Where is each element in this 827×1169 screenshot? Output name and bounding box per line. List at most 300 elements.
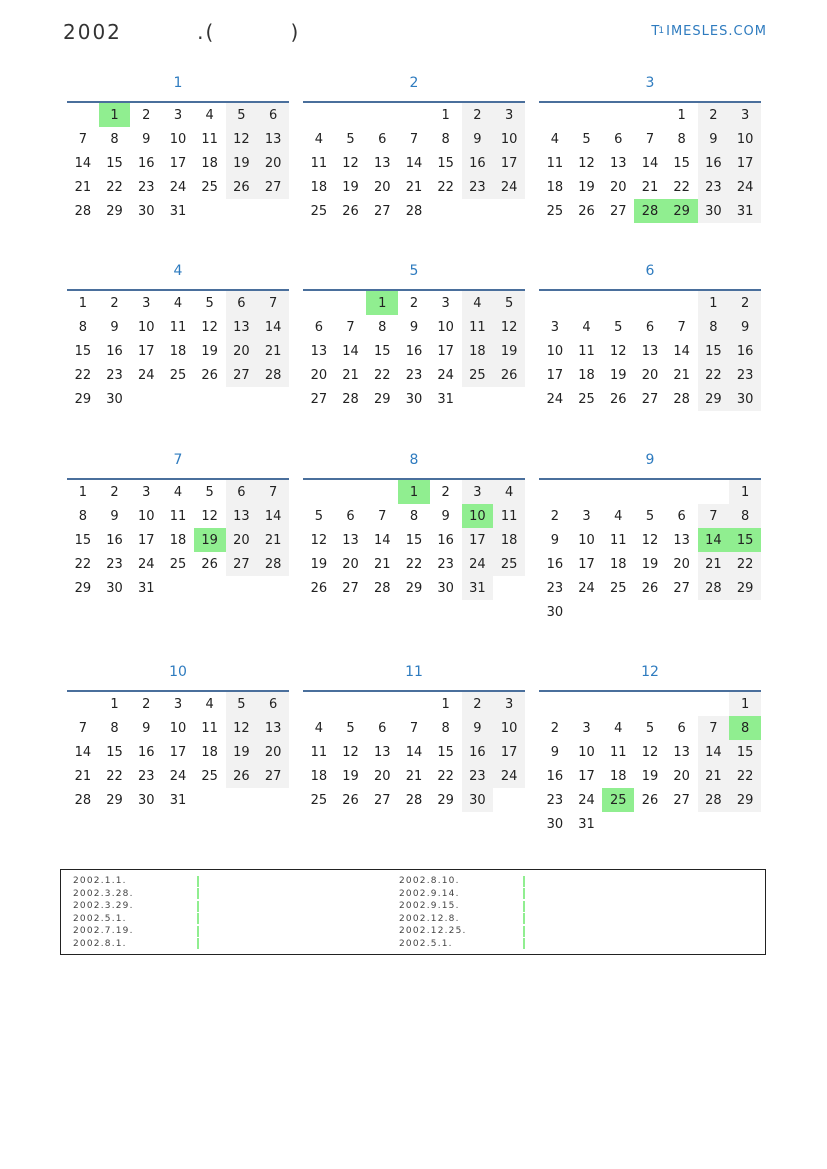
legend-date: 2002.1.1.	[73, 876, 127, 887]
day-cell: 20	[310, 367, 328, 383]
week-row	[303, 387, 525, 411]
day-cell: 27	[609, 203, 627, 219]
day-cell: 7	[78, 131, 87, 147]
empty-cell	[398, 103, 430, 127]
day-cell: 7	[257, 480, 289, 504]
empty-cell	[194, 199, 226, 223]
day-cell: 3	[729, 103, 761, 127]
week-row	[303, 552, 525, 576]
week-row	[67, 175, 289, 199]
day-cell: 14	[405, 155, 423, 171]
day-cell: 29	[74, 580, 92, 596]
empty-cell	[226, 576, 258, 600]
day-cell: 10	[729, 127, 761, 151]
day-cell: 18	[578, 367, 595, 383]
week-row	[539, 576, 761, 600]
week-row	[539, 127, 761, 151]
day-cell: 6	[378, 720, 387, 736]
week-row	[303, 199, 525, 223]
day-cell: 17	[546, 367, 564, 383]
day-cell: 23	[405, 367, 423, 383]
day-cell: 3	[493, 692, 525, 716]
month-10	[67, 657, 289, 812]
week-row	[539, 151, 761, 175]
legend-date: 2002.5.1.	[399, 938, 453, 949]
day-cell: 24	[493, 175, 525, 199]
day-cell: 20	[373, 768, 391, 784]
day-cell: 9	[142, 131, 151, 147]
legend-item	[399, 938, 525, 951]
day-cell: 12	[493, 315, 525, 339]
day-cell: 22	[106, 768, 123, 784]
holiday-marker	[523, 888, 525, 899]
empty-cell	[462, 199, 494, 223]
day-cell: 26	[226, 175, 258, 199]
month-name: 5	[409, 263, 419, 279]
day-cell: 18	[201, 155, 218, 171]
empty-cell	[634, 692, 666, 716]
month-11	[303, 657, 525, 812]
day-cell: 13	[641, 343, 659, 359]
day-cell: 9	[462, 127, 494, 151]
day-cell: 11	[462, 315, 494, 339]
day-cell: 2	[698, 103, 730, 127]
day-cell: 11	[578, 343, 595, 359]
day-cell: 25	[201, 768, 218, 784]
day-cell: 17	[437, 343, 454, 359]
day-cell: 11	[169, 319, 187, 335]
day-cell: 21	[673, 367, 690, 383]
week-row	[539, 788, 761, 812]
day-cell: 7	[698, 716, 730, 740]
week-row	[67, 363, 289, 387]
empty-cell	[666, 812, 698, 836]
month-grid	[303, 291, 525, 411]
day-cell: 3	[582, 508, 591, 524]
day-cell: 16	[405, 343, 423, 359]
day-cell: 26	[641, 792, 659, 808]
day-cell: 25	[201, 179, 218, 195]
day-cell: 18	[493, 528, 525, 552]
day-cell: 22	[405, 556, 423, 572]
day-cell: 10	[578, 744, 595, 760]
day-cell: 23	[546, 580, 564, 596]
day-cell: 4	[173, 484, 183, 500]
day-cell: 8	[441, 131, 450, 147]
holiday-legend	[60, 869, 766, 955]
day-cell: 18	[310, 768, 328, 784]
day-cell: 31	[169, 203, 187, 219]
holiday-marker	[523, 938, 525, 949]
month-name: 1	[173, 75, 183, 91]
day-cell: 4	[205, 107, 214, 123]
day-cell: 13	[257, 127, 289, 151]
day-cell: 3	[173, 696, 183, 712]
day-cell: 9	[550, 532, 559, 548]
day-cell: 5	[614, 319, 623, 335]
day-cell: 15	[373, 343, 391, 359]
day-cell: 23	[546, 792, 564, 808]
day-cell: 15	[729, 740, 761, 764]
empty-cell	[335, 103, 367, 127]
day-cell: 20	[673, 768, 690, 784]
month-8	[303, 445, 525, 600]
day-cell: 22	[74, 367, 92, 383]
day-cell: 26	[609, 391, 627, 407]
day-cell: 14	[405, 744, 423, 760]
empty-cell	[729, 812, 761, 836]
day-cell: 20	[226, 528, 258, 552]
day-cell: 19	[493, 339, 525, 363]
week-row	[539, 600, 761, 624]
day-cell: 21	[698, 764, 730, 788]
month-grid	[539, 291, 761, 411]
day-cell: 29	[729, 788, 761, 812]
day-cell: 17	[493, 740, 525, 764]
day-cell: 26	[201, 367, 218, 383]
day-cell: 20	[673, 556, 690, 572]
empty-cell	[539, 692, 571, 716]
holiday-marker	[523, 926, 525, 937]
empty-cell	[398, 692, 430, 716]
day-cell: 9	[110, 319, 119, 335]
day-cell: 13	[342, 532, 359, 548]
day-cell: 27	[673, 580, 690, 596]
empty-cell	[67, 103, 99, 127]
month-name: 12	[641, 664, 659, 680]
day-cell: 20	[609, 179, 627, 195]
day-cell: 13	[609, 155, 627, 171]
day-cell: 28	[405, 792, 423, 808]
empty-cell	[666, 600, 698, 624]
empty-cell	[571, 291, 603, 315]
day-cell: 29	[106, 792, 123, 808]
day-cell: 23	[437, 556, 454, 572]
empty-cell	[366, 480, 398, 504]
day-cell: 18	[201, 744, 218, 760]
day-cell: 5	[346, 131, 355, 147]
month-grid	[67, 103, 289, 223]
day-cell: 10	[437, 319, 454, 335]
day-cell: 14	[373, 532, 391, 548]
day-cell: 21	[257, 528, 289, 552]
week-row	[303, 528, 525, 552]
day-cell: 22	[74, 556, 92, 572]
empty-cell	[571, 600, 603, 624]
empty-cell	[602, 812, 634, 836]
day-cell: 3	[441, 295, 450, 311]
day-cell: 3	[462, 480, 494, 504]
day-cell: 3	[142, 484, 151, 500]
week-row	[539, 315, 761, 339]
month-5	[303, 256, 525, 411]
day-cell: 23	[462, 764, 494, 788]
legend-item	[399, 925, 525, 938]
week-row	[539, 812, 761, 836]
week-row	[67, 315, 289, 339]
day-cell: 31	[137, 580, 155, 596]
day-cell: 3	[173, 107, 183, 123]
day-cell: 10	[493, 716, 525, 740]
month-grid	[67, 480, 289, 600]
day-cell: 5	[205, 484, 214, 500]
day-cell: 11	[493, 504, 525, 528]
day-cell: 8	[409, 508, 419, 524]
day-cell: 4	[205, 696, 214, 712]
month-grid	[303, 480, 525, 600]
day-cell: 28	[698, 788, 730, 812]
day-cell: 8	[729, 716, 761, 740]
day-cell: 5	[645, 508, 655, 524]
holiday-marker	[197, 926, 199, 937]
day-cell: 23	[729, 363, 761, 387]
day-cell: 16	[137, 744, 155, 760]
day-cell: 29	[405, 580, 423, 596]
day-cell: 17	[578, 768, 595, 784]
day-cell: 3	[550, 319, 559, 335]
month-grid	[67, 692, 289, 812]
month-name: 8	[409, 452, 419, 468]
empty-cell	[602, 480, 634, 504]
day-cell: 13	[226, 315, 258, 339]
day-cell: 29	[729, 576, 761, 600]
day-cell: 1	[366, 291, 398, 315]
week-row	[67, 528, 289, 552]
day-cell: 2	[729, 291, 761, 315]
day-cell: 1	[78, 295, 87, 311]
day-cell: 5	[493, 291, 525, 315]
day-cell: 22	[437, 179, 454, 195]
day-cell: 12	[641, 744, 659, 760]
month-grid	[539, 480, 761, 624]
holiday-marker	[197, 901, 199, 912]
day-cell: 26	[342, 203, 359, 219]
day-cell: 9	[441, 508, 450, 524]
week-row	[303, 480, 525, 504]
empty-cell	[335, 692, 367, 716]
week-row	[539, 175, 761, 199]
empty-cell	[226, 199, 258, 223]
day-cell: 27	[673, 792, 690, 808]
day-cell: 22	[673, 179, 690, 195]
empty-cell	[67, 692, 99, 716]
day-cell: 21	[74, 179, 92, 195]
day-cell: 5	[205, 295, 214, 311]
day-cell: 30	[405, 391, 423, 407]
day-cell: 7	[346, 319, 355, 335]
month-7	[67, 445, 289, 600]
day-cell: 5	[226, 692, 258, 716]
day-cell: 14	[74, 744, 92, 760]
day-cell: 15	[405, 532, 423, 548]
legend-item	[399, 875, 525, 888]
week-row	[539, 504, 761, 528]
day-cell: 3	[142, 295, 151, 311]
day-cell: 17	[493, 151, 525, 175]
legend-date: 2002.3.28.	[73, 888, 134, 899]
month-6	[539, 256, 761, 411]
day-cell: 25	[578, 391, 595, 407]
day-cell: 18	[169, 343, 187, 359]
day-cell: 29	[666, 199, 698, 223]
day-cell: 25	[602, 788, 634, 812]
empty-cell	[226, 387, 258, 411]
empty-cell	[257, 788, 289, 812]
week-row	[67, 552, 289, 576]
day-cell: 1	[78, 484, 87, 500]
day-cell: 8	[698, 315, 730, 339]
week-row	[303, 315, 525, 339]
day-cell: 27	[257, 764, 289, 788]
day-cell: 23	[106, 556, 123, 572]
brand-logo[interactable]	[651, 24, 767, 39]
day-cell: 15	[106, 155, 123, 171]
day-cell: 24	[137, 556, 155, 572]
legend-item	[73, 888, 199, 901]
empty-cell	[366, 692, 398, 716]
day-cell: 23	[698, 175, 730, 199]
day-cell: 20	[641, 367, 659, 383]
day-cell: 22	[729, 552, 761, 576]
day-cell: 19	[641, 768, 659, 784]
day-cell: 30	[137, 792, 155, 808]
legend-item	[399, 913, 525, 926]
day-cell: 13	[673, 532, 690, 548]
day-cell: 26	[201, 556, 218, 572]
empty-cell	[571, 480, 603, 504]
legend-item	[73, 913, 199, 926]
day-cell: 16	[546, 768, 564, 784]
day-cell: 16	[729, 339, 761, 363]
empty-cell	[257, 576, 289, 600]
day-cell: 15	[106, 744, 123, 760]
week-row	[303, 127, 525, 151]
day-cell: 12	[342, 744, 359, 760]
day-cell: 18	[546, 179, 564, 195]
holiday-marker	[523, 876, 525, 887]
day-cell: 27	[641, 391, 659, 407]
day-cell: 28	[257, 552, 289, 576]
day-cell: 12	[578, 155, 595, 171]
week-row	[67, 339, 289, 363]
empty-cell	[493, 199, 525, 223]
day-cell: 22	[729, 764, 761, 788]
week-row	[303, 504, 525, 528]
day-cell: 2	[142, 107, 151, 123]
day-cell: 14	[673, 343, 690, 359]
day-cell: 16	[462, 740, 494, 764]
empty-cell	[602, 600, 634, 624]
empty-cell	[729, 600, 761, 624]
day-cell: 2	[110, 484, 119, 500]
day-cell: 24	[169, 179, 187, 195]
day-cell: 28	[373, 580, 391, 596]
day-cell: 28	[673, 391, 690, 407]
week-row	[303, 740, 525, 764]
day-cell: 13	[310, 343, 328, 359]
empty-cell	[666, 480, 698, 504]
day-cell: 22	[106, 179, 123, 195]
day-cell: 6	[226, 291, 258, 315]
week-row	[303, 291, 525, 315]
empty-cell	[303, 480, 335, 504]
day-cell: 25	[546, 203, 564, 219]
day-cell: 28	[405, 203, 423, 219]
day-cell: 27	[342, 580, 359, 596]
day-cell: 4	[614, 508, 623, 524]
day-cell: 21	[257, 339, 289, 363]
day-cell: 11	[201, 720, 218, 736]
day-cell: 2	[110, 295, 119, 311]
legend-date: 2002.7.19.	[73, 926, 134, 937]
legend-date: 2002.9.15.	[399, 901, 460, 912]
empty-cell	[571, 692, 603, 716]
day-cell: 6	[257, 103, 289, 127]
week-row	[539, 716, 761, 740]
day-cell: 28	[634, 199, 666, 223]
week-row	[67, 387, 289, 411]
day-cell: 29	[373, 391, 391, 407]
legend-column-right	[399, 875, 525, 950]
day-cell: 31	[729, 199, 761, 223]
legend-date: 2002.8.10.	[399, 876, 460, 887]
holiday-marker	[197, 938, 199, 949]
empty-cell	[571, 103, 603, 127]
holiday-marker	[523, 901, 525, 912]
day-cell: 9	[409, 319, 419, 335]
day-cell: 11	[609, 532, 627, 548]
month-grid	[539, 103, 761, 223]
empty-cell	[194, 387, 226, 411]
day-cell: 19	[342, 179, 359, 195]
empty-cell	[602, 103, 634, 127]
day-cell: 14	[257, 504, 289, 528]
week-row	[539, 199, 761, 223]
day-cell: 24	[169, 768, 187, 784]
empty-cell	[539, 103, 571, 127]
day-cell: 27	[226, 363, 258, 387]
day-cell: 13	[373, 155, 391, 171]
day-cell: 8	[78, 508, 87, 524]
day-cell: 11	[201, 131, 218, 147]
day-cell: 1	[698, 291, 730, 315]
day-cell: 2	[441, 484, 450, 500]
holiday-marker	[197, 913, 199, 924]
month-9	[539, 445, 761, 624]
day-cell: 24	[578, 580, 595, 596]
empty-cell	[698, 812, 730, 836]
day-cell: 8	[78, 319, 87, 335]
day-cell: 17	[169, 744, 187, 760]
empty-cell	[634, 812, 666, 836]
day-cell: 7	[257, 291, 289, 315]
legend-item	[73, 938, 199, 951]
day-cell: 29	[106, 203, 123, 219]
day-cell: 6	[226, 480, 258, 504]
day-cell: 30	[106, 391, 123, 407]
day-cell: 6	[314, 319, 323, 335]
month-name: 3	[645, 75, 655, 91]
legend-date: 2002.12.8.	[399, 913, 460, 924]
day-cell: 23	[462, 175, 494, 199]
day-cell: 13	[673, 744, 690, 760]
week-row	[303, 692, 525, 716]
week-row	[67, 692, 289, 716]
week-row	[539, 339, 761, 363]
day-cell: 27	[310, 391, 328, 407]
empty-cell	[666, 692, 698, 716]
day-cell: 11	[546, 155, 564, 171]
